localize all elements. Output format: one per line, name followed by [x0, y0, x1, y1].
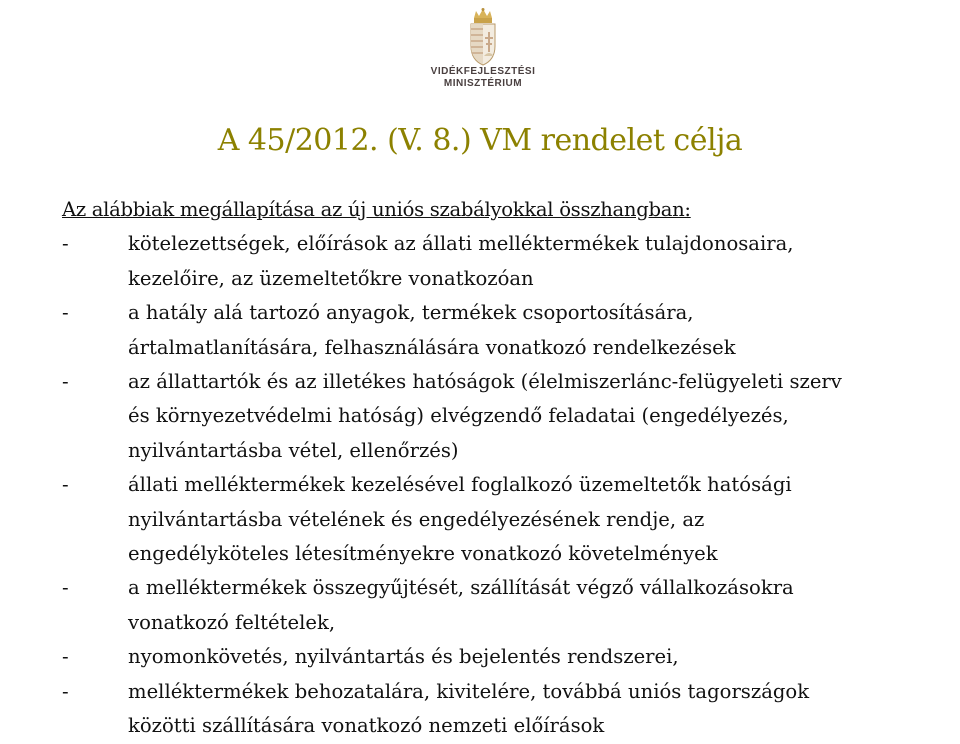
list-item	[62, 468, 942, 571]
list-item-line: nyomonkövetés, nyilvántartás és bejelentés rendszerei,	[128, 645, 679, 669]
list-item-line: a hatály alá tartozó anyagok, termékek csoportosítására,	[128, 301, 694, 325]
list-item-line: kötelezettségek, előírások az állati melléktermékek tulajdonosaira,	[128, 232, 794, 256]
list-item-line: vonatkozó feltételek,	[128, 610, 336, 634]
list-item	[62, 227, 942, 296]
list-dash: -	[62, 576, 69, 600]
list-item-line: és környezetvédelmi hatóság) elvégzendő feladatai (engedélyezés,	[128, 404, 789, 428]
list-dash: -	[62, 301, 69, 325]
list-dash: -	[62, 473, 69, 497]
list-item	[62, 640, 942, 674]
list-item-line: melléktermékek behozatalára, kivitelére, továbbá uniós tagországok	[128, 679, 810, 703]
ministry-logo	[428, 8, 538, 100]
list-item	[62, 571, 942, 640]
ministry-name-line1: VIDÉKFEJLESZTÉSI	[430, 66, 536, 77]
list-item-line: engedélyköteles létesítményekre vonatkozó követelmények	[128, 542, 718, 566]
list-item	[62, 296, 942, 365]
page-title: A 45/2012. (V. 8.) VM rendelet célja	[217, 123, 743, 158]
hungarian-coat-of-arms-icon	[466, 8, 500, 66]
list-dash: -	[62, 232, 69, 256]
content-body	[62, 193, 942, 744]
intro-heading: Az alábbiak megállapítása az új uniós szabályokkal összhangban:	[62, 198, 691, 221]
list-item-line: nyilvántartásba vétel, ellenőrzés)	[128, 438, 459, 462]
list-dash: -	[62, 679, 69, 703]
list-item-line: állati melléktermékek kezelésével foglalkozó üzemeltetők hatósági	[128, 473, 792, 497]
list-item-line: nyilvántartásba vételének és engedélyezésének rendje, az	[128, 507, 705, 531]
list-item-line: közötti szállítására vonatkozó nemzeti előírások	[128, 714, 605, 738]
list-dash: -	[62, 645, 69, 669]
list-item-line: az állattartók és az illetékes hatóságok (élelmiszerlánc-felügyeleti szerv	[128, 370, 842, 394]
list-dash: -	[62, 370, 69, 394]
ministry-name-line2: MINISZTÉRIUM	[443, 78, 523, 89]
list-item-line: ártalmatlanítására, felhasználására vonatkozó rendelkezések	[128, 335, 736, 359]
list-item-line: a melléktermékek összegyűjtését, szállítását végző vállalkozásokra	[128, 576, 794, 600]
list-item	[62, 675, 942, 744]
list-item	[62, 365, 942, 468]
list-item-line: kezelőire, az üzemeltetőkre vonatkozóan	[128, 266, 534, 290]
